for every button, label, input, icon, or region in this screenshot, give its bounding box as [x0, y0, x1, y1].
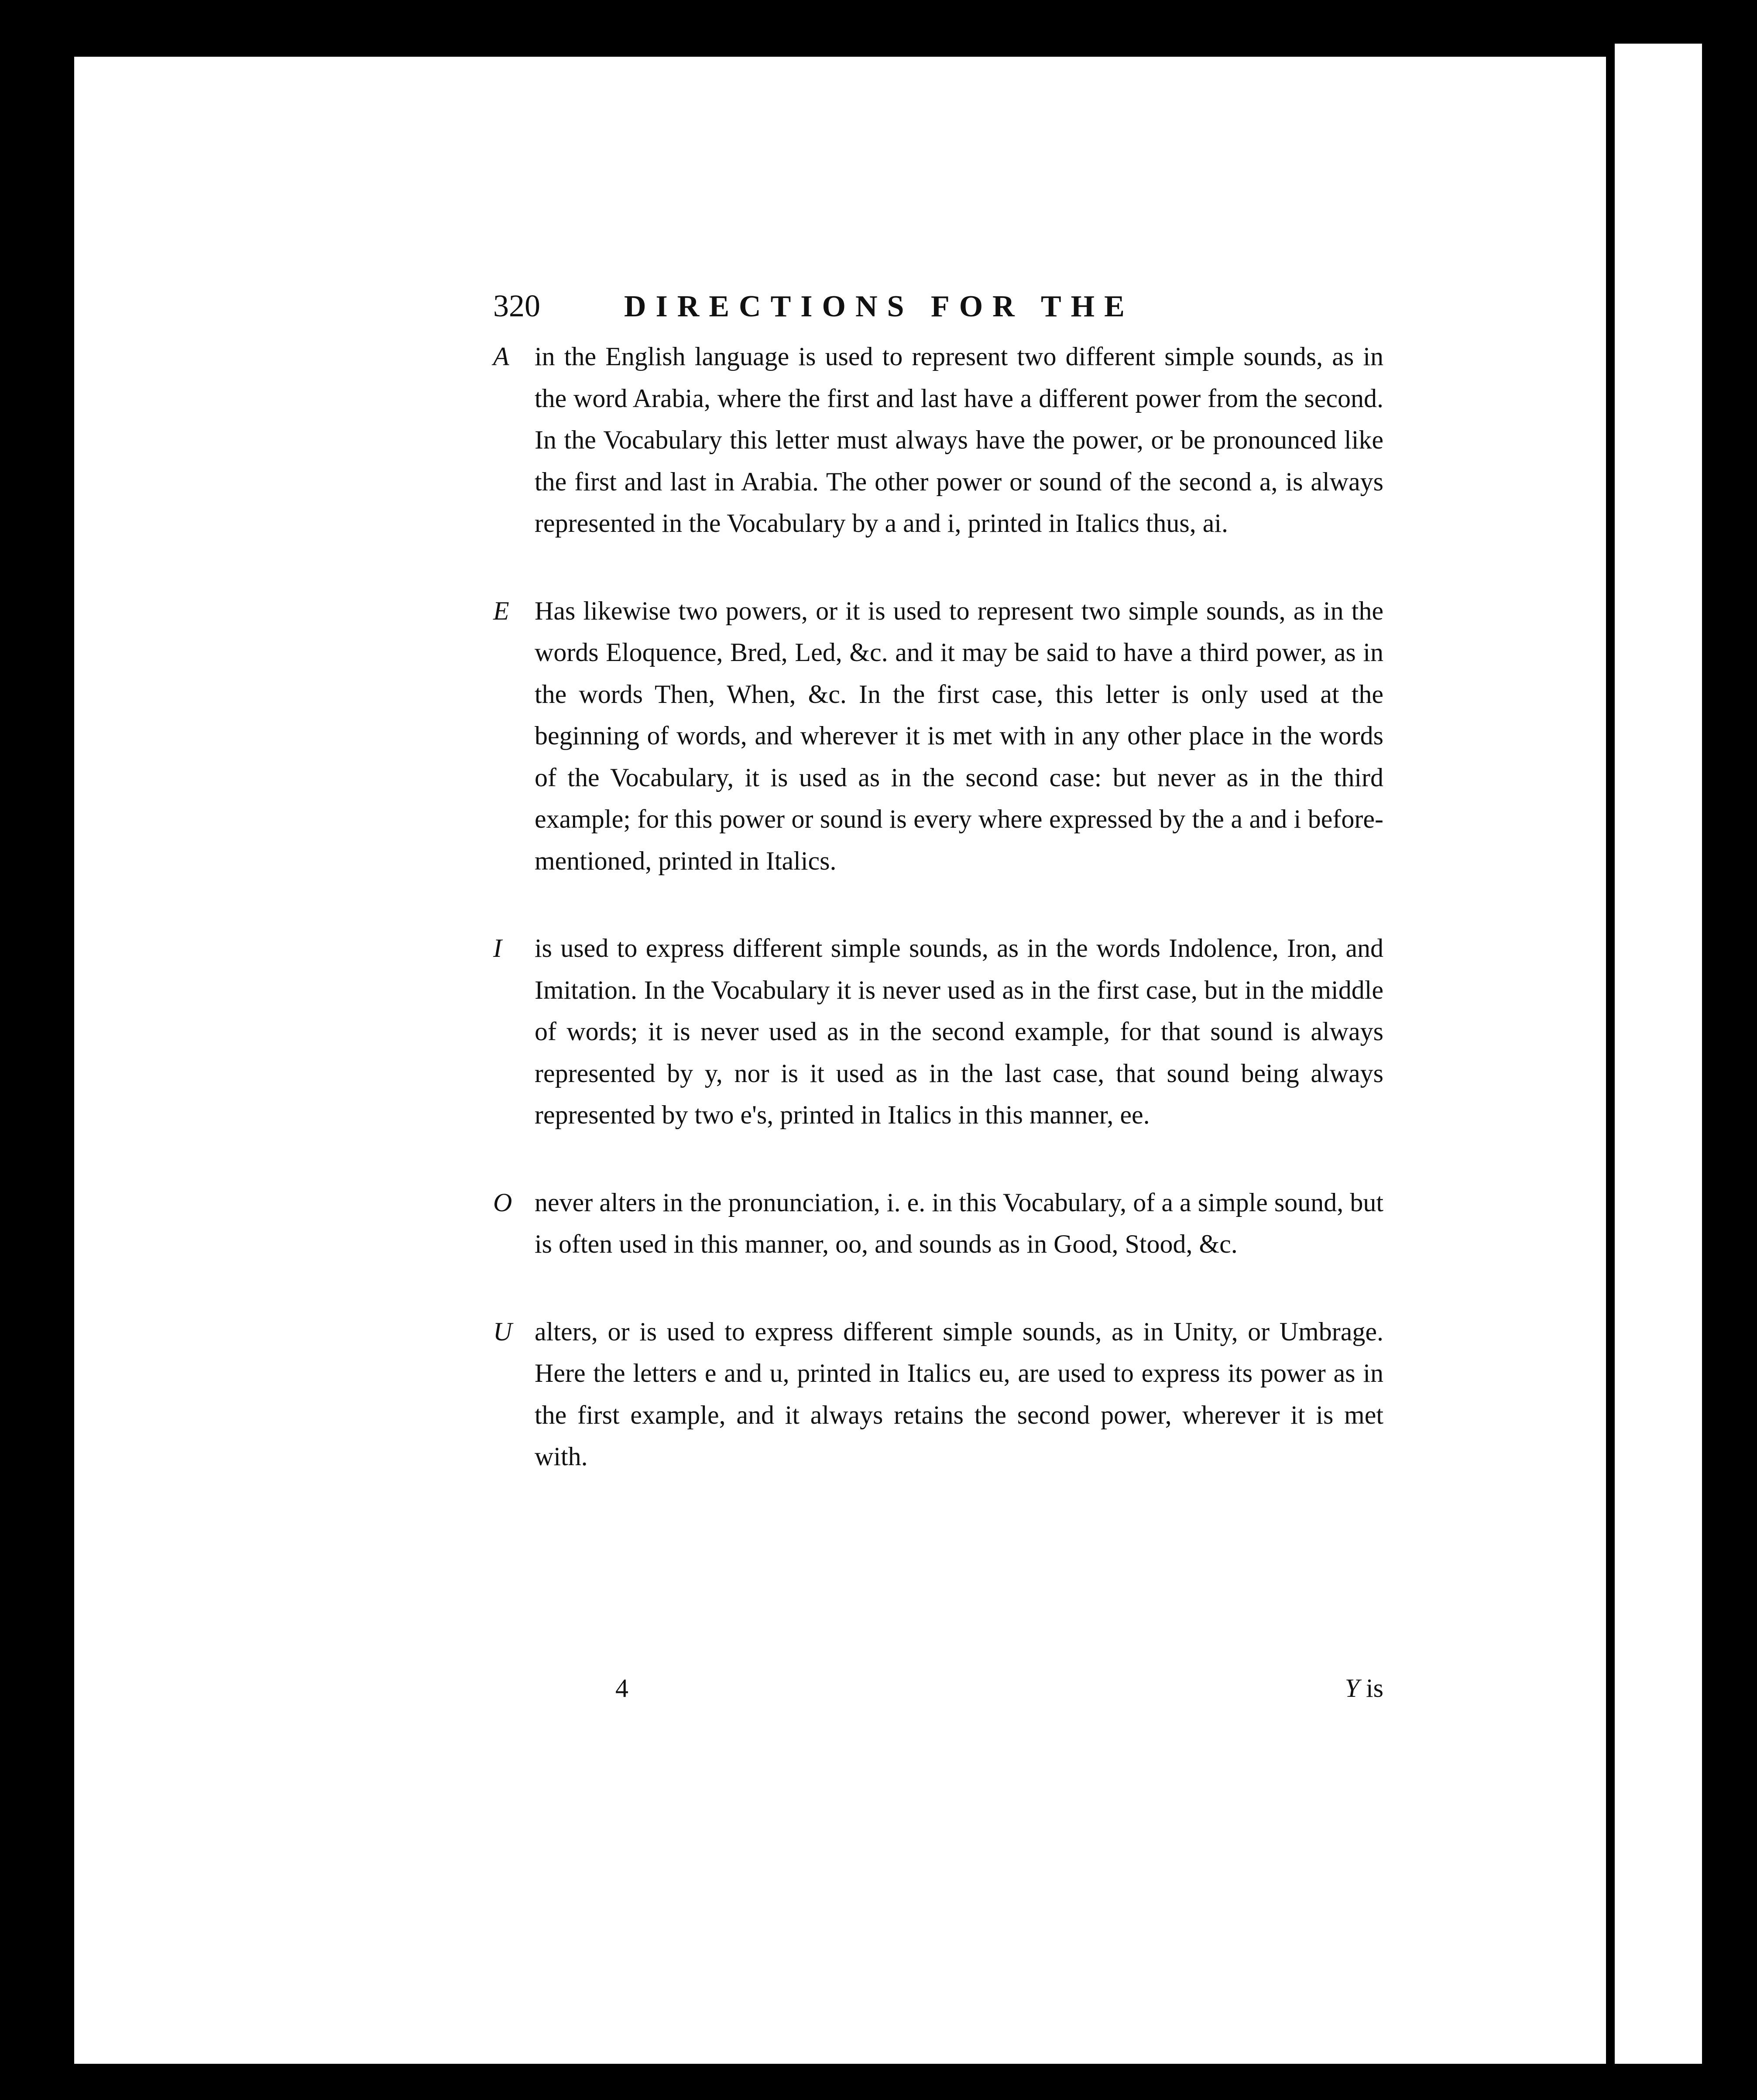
- paragraph-text: never alters in the pronunciation, i. e. in this Vocabulary, of a a simple sound, but is often used in this manner, oo, and sounds as in Good, Stood, &c.: [535, 1188, 1383, 1258]
- paragraph-letter: A: [493, 342, 509, 371]
- paragraph-a: [493, 336, 1383, 545]
- paragraph-letter: E: [493, 596, 509, 625]
- catchword-letter: Y: [1345, 1674, 1359, 1703]
- paragraph-letter: U: [493, 1317, 512, 1346]
- paragraph-i: [493, 928, 1383, 1136]
- paragraph-e: [493, 590, 1383, 882]
- catchword: [1345, 1673, 1383, 1703]
- facing-page-edge: [1615, 44, 1702, 2064]
- paragraph-letter: O: [493, 1188, 512, 1217]
- running-title: DIRECTIONS FOR THE: [624, 290, 1134, 323]
- catchword-rest: is: [1366, 1674, 1383, 1703]
- paragraph-letter: I: [493, 934, 502, 963]
- paragraph-u: [493, 1311, 1383, 1478]
- page-text: [493, 288, 1383, 1478]
- page-header: [493, 288, 1383, 336]
- paragraph-text: in the English language is used to represent two different simple sounds, as in the word Arabia, where the first and last have a different power from the second. In the Vocabulary this letter must always have the power, or be pronounced like the first and last in Arabia. The other power or sound of the second a, is always represented in the Vocabulary by a and i, printed in Italics thus, ai.: [535, 342, 1383, 538]
- paragraph-text: alters, or is used to express different simple sounds, as in Unity, or Umbrage. Here the letters e and u, printed in Italics eu, are used to express its power as in the first example, and it always retains the second power, wherever it is met with.: [535, 1317, 1383, 1471]
- paragraph-text: Has likewise two powers, or it is used to represent two simple sounds, as in the words Eloquence, Bred, Led, &c. and it may be said to have a third power, as in the words Then, When, &c. In the first case, this letter is only used at the beginning of words, and wherever it is met with in any other place in the words of the Vocabulary, it is used as in the second case: but never as in the third example; for this power or sound is every where expressed by the a and i before-mentioned, printed in Italics.: [535, 596, 1383, 875]
- paragraph-text: is used to express different simple sounds, as in the words Indolence, Iron, and Imitation. In the Vocabulary it is never used as in the first case, but in the middle of words; it is never used as in the second example, for that sound is always represented by y, nor is it used as in the last case, that sound being always represented by two e's, printed in Italics in this manner, ee.: [535, 934, 1383, 1129]
- page-number: 320: [493, 288, 540, 323]
- page-footer: [615, 1673, 1383, 1703]
- signature-mark: 4: [615, 1674, 628, 1703]
- paragraph-o: [493, 1182, 1383, 1265]
